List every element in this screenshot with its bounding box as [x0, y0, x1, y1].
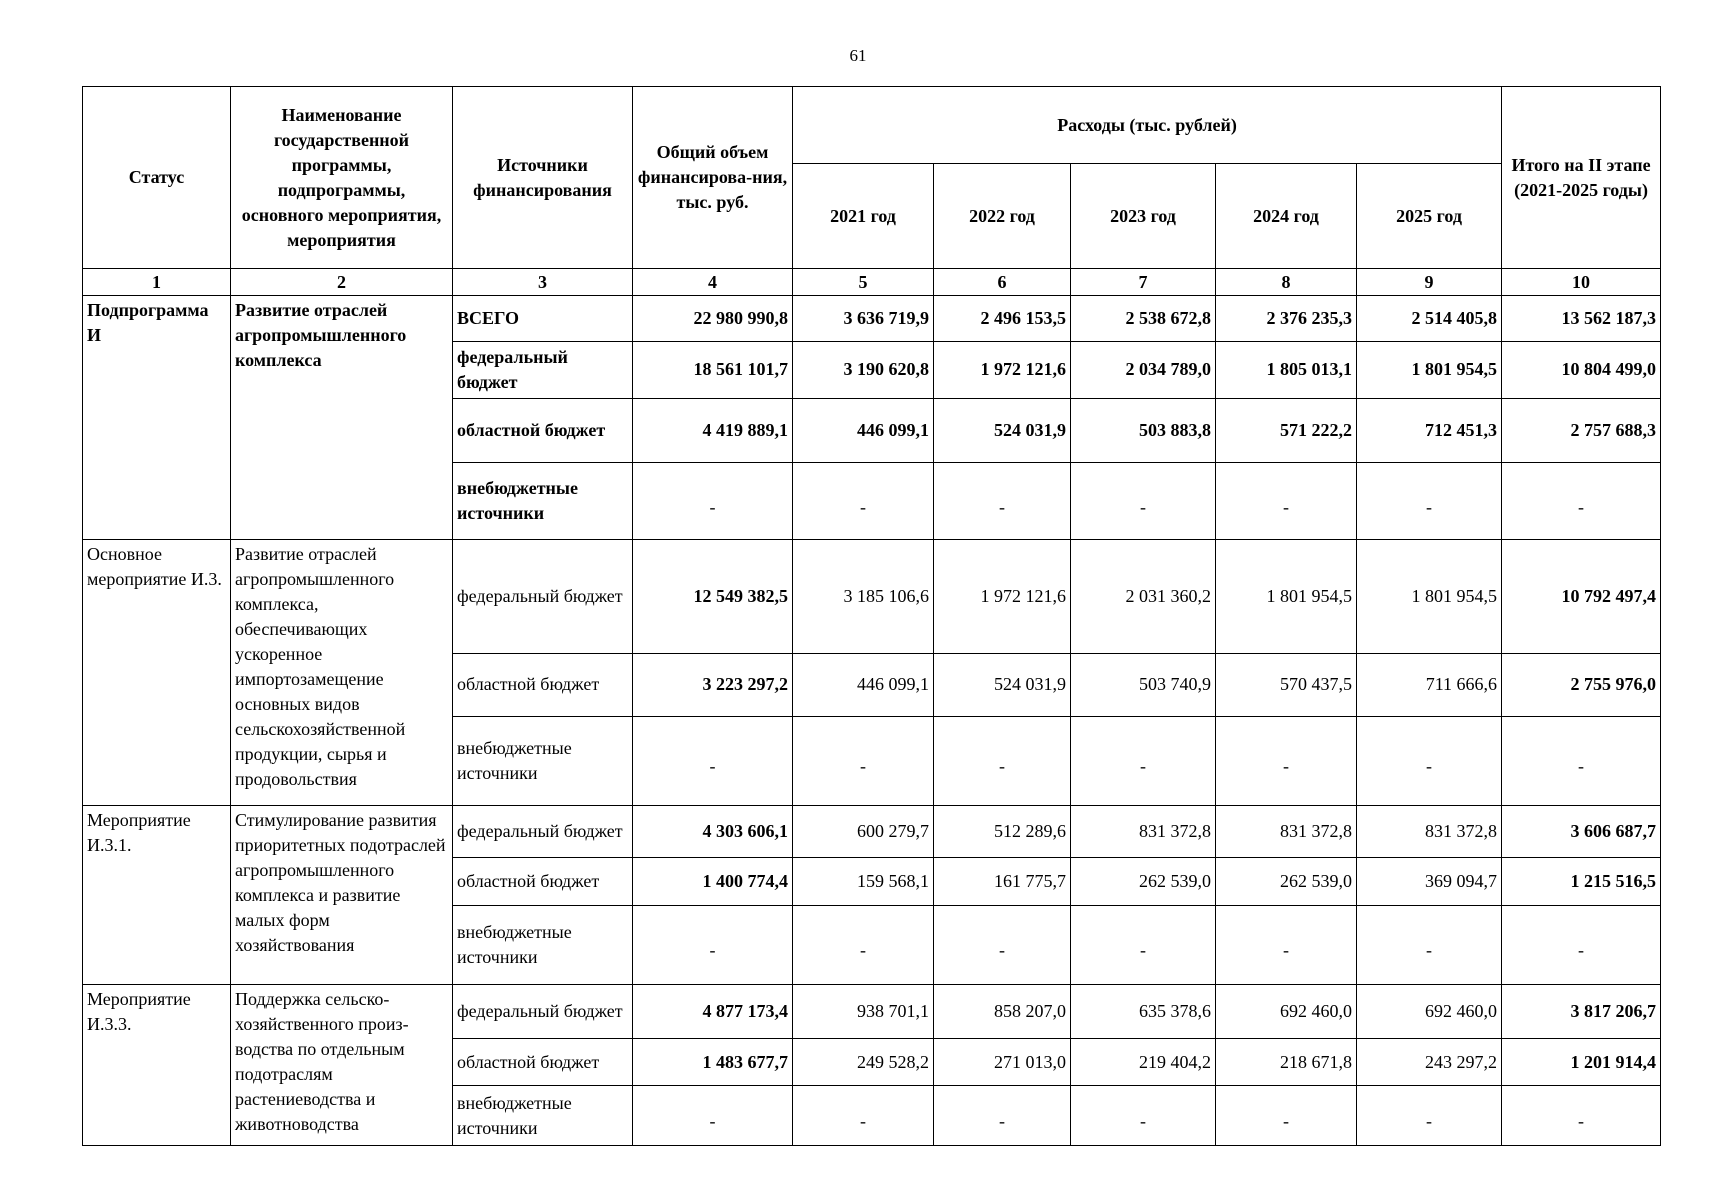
year-value-cell: 503 740,9	[1071, 653, 1216, 716]
header-year: 2021 год	[793, 164, 934, 269]
year-value-cell: 1 801 954,5	[1216, 540, 1357, 653]
header-year: 2024 год	[1216, 164, 1357, 269]
year-value-cell	[934, 905, 1071, 984]
program-name-cell: Поддержка сельско-хозяйственного произ-водства по отдельным подотраслям растениеводства и животноводства	[231, 984, 453, 1145]
year-value-cell: 2 034 789,0	[1071, 341, 1216, 398]
table-row	[83, 984, 1661, 1038]
total-volume-cell: 4 877 173,4	[633, 984, 793, 1038]
year-value-cell	[1216, 463, 1357, 540]
dash-value: -	[860, 1111, 866, 1132]
year-value-cell	[1216, 905, 1357, 984]
stage-total-cell: 2 757 688,3	[1502, 398, 1661, 463]
dash-value: -	[1283, 496, 1289, 517]
year-value-cell: 524 031,9	[934, 398, 1071, 463]
funding-source-cell: областной бюджет	[453, 653, 633, 716]
year-value-cell: 1 801 954,5	[1357, 341, 1502, 398]
column-number: 5	[793, 269, 934, 296]
column-numbers-row	[83, 269, 1661, 296]
status-cell: Мероприятие И.3.3.	[83, 984, 231, 1145]
dash-value: -	[860, 496, 866, 517]
total-volume-cell: 12 549 382,5	[633, 540, 793, 653]
year-value-cell	[1216, 716, 1357, 805]
dash-value: -	[1140, 940, 1146, 961]
year-value-cell	[1071, 1086, 1216, 1146]
page-number: 61	[849, 46, 867, 65]
year-value-cell: 2 514 405,8	[1357, 296, 1502, 342]
dash-value: -	[1426, 940, 1433, 961]
total-volume-cell	[633, 905, 793, 984]
funding-source-cell: областной бюджет	[453, 1038, 633, 1086]
total-volume-cell: 1 400 774,4	[633, 857, 793, 905]
dash-value: -	[999, 940, 1005, 961]
program-name-cell: Стимулирование развития приоритетных подотраслей агропромышленного комплекса и развитие малых форм хозяйствования	[231, 805, 453, 984]
funding-source-cell: федеральный бюджет	[453, 341, 633, 398]
dash-value: -	[860, 940, 866, 961]
total-volume-cell: 22 980 990,8	[633, 296, 793, 342]
dash-value: -	[1283, 756, 1289, 777]
year-value-cell	[1357, 463, 1502, 540]
header-year: 2022 год	[934, 164, 1071, 269]
table-header	[83, 87, 1661, 296]
dash-value: -	[1140, 496, 1146, 517]
year-value-cell: 2 496 153,5	[934, 296, 1071, 342]
year-value-cell: 831 372,8	[1357, 805, 1502, 857]
header-stage-total: Итого на II этапе (2021-2025 годы)	[1502, 87, 1661, 269]
funding-source-cell: областной бюджет	[453, 398, 633, 463]
funding-source-cell: федеральный бюджет	[453, 805, 633, 857]
dash-value: -	[709, 496, 716, 517]
program-name-cell: Развитие отраслей агропромышленного комплекса	[231, 296, 453, 540]
total-volume-cell	[633, 716, 793, 805]
dash-value: -	[1426, 756, 1433, 777]
funding-source-cell: федеральный бюджет	[453, 540, 633, 653]
dash-value: -	[1426, 1111, 1433, 1132]
year-value-cell: 711 666,6	[1357, 653, 1502, 716]
dash-value: -	[709, 1111, 716, 1132]
funding-source-cell: внебюджетные источники	[453, 463, 633, 540]
stage-total-cell	[1502, 1086, 1661, 1146]
year-value-cell: 446 099,1	[793, 398, 934, 463]
dash-value: -	[1426, 496, 1433, 517]
dash-value: -	[860, 756, 866, 777]
year-value-cell: 938 701,1	[793, 984, 934, 1038]
year-value-cell: 512 289,6	[934, 805, 1071, 857]
year-value-cell: 858 207,0	[934, 984, 1071, 1038]
status-cell: Основное мероприятие И.3.	[83, 540, 231, 805]
year-value-cell: 635 378,6	[1071, 984, 1216, 1038]
total-volume-cell	[633, 463, 793, 540]
dash-value: -	[999, 756, 1005, 777]
column-number: 10	[1502, 269, 1661, 296]
year-value-cell: 2 031 360,2	[1071, 540, 1216, 653]
column-number: 2	[231, 269, 453, 296]
table-row	[83, 296, 1661, 342]
stage-total-cell: 3 817 206,7	[1502, 984, 1661, 1038]
dash-value: -	[999, 496, 1005, 517]
year-value-cell	[1357, 905, 1502, 984]
dash-value: -	[1283, 940, 1289, 961]
year-value-cell: 271 013,0	[934, 1038, 1071, 1086]
year-value-cell	[1071, 716, 1216, 805]
year-value-cell: 262 539,0	[1216, 857, 1357, 905]
column-number: 1	[83, 269, 231, 296]
year-value-cell: 570 437,5	[1216, 653, 1357, 716]
year-value-cell	[1071, 463, 1216, 540]
header-status: Статус	[83, 87, 231, 269]
year-value-cell: 3 185 106,6	[793, 540, 934, 653]
header-year: 2025 год	[1357, 164, 1502, 269]
total-volume-cell: 4 419 889,1	[633, 398, 793, 463]
year-value-cell	[934, 716, 1071, 805]
year-value-cell: 1 805 013,1	[1216, 341, 1357, 398]
funding-source-cell: ВСЕГО	[453, 296, 633, 342]
year-value-cell: 524 031,9	[934, 653, 1071, 716]
dash-value: -	[1140, 1111, 1146, 1132]
header-source: Источники финансирования	[453, 87, 633, 269]
year-value-cell: 1 972 121,6	[934, 540, 1071, 653]
total-volume-cell: 18 561 101,7	[633, 341, 793, 398]
year-value-cell	[934, 463, 1071, 540]
stage-total-cell: 13 562 187,3	[1502, 296, 1661, 342]
dash-value: -	[709, 940, 716, 961]
year-value-cell: 571 222,2	[1216, 398, 1357, 463]
funding-source-cell: областной бюджет	[453, 857, 633, 905]
year-value-cell	[1216, 1086, 1357, 1146]
table-row	[83, 805, 1661, 857]
year-value-cell: 503 883,8	[1071, 398, 1216, 463]
header-year: 2023 год	[1071, 164, 1216, 269]
year-value-cell: 712 451,3	[1357, 398, 1502, 463]
year-value-cell: 2 538 672,8	[1071, 296, 1216, 342]
total-volume-cell	[633, 1086, 793, 1146]
year-value-cell: 249 528,2	[793, 1038, 934, 1086]
year-value-cell	[793, 1086, 934, 1146]
dash-value: -	[999, 1111, 1005, 1132]
dash-value: -	[1578, 1111, 1585, 1132]
dash-value: -	[1578, 940, 1585, 961]
column-number: 9	[1357, 269, 1502, 296]
total-volume-cell: 3 223 297,2	[633, 653, 793, 716]
stage-total-cell: 3 606 687,7	[1502, 805, 1661, 857]
stage-total-cell: 2 755 976,0	[1502, 653, 1661, 716]
funding-source-cell: внебюджетные источники	[453, 1086, 633, 1146]
year-value-cell: 218 671,8	[1216, 1038, 1357, 1086]
year-value-cell	[934, 1086, 1071, 1146]
column-number: 6	[934, 269, 1071, 296]
year-value-cell: 692 460,0	[1357, 984, 1502, 1038]
stage-total-cell: 10 804 499,0	[1502, 341, 1661, 398]
dash-value: -	[1578, 756, 1585, 777]
dash-value: -	[1140, 756, 1146, 777]
column-number: 4	[633, 269, 793, 296]
year-value-cell: 831 372,8	[1216, 805, 1357, 857]
column-number: 3	[453, 269, 633, 296]
year-value-cell	[1357, 1086, 1502, 1146]
stage-total-cell: 1 215 516,5	[1502, 857, 1661, 905]
year-value-cell: 262 539,0	[1071, 857, 1216, 905]
status-cell: Подпрограмма И	[83, 296, 231, 540]
dash-value: -	[1578, 496, 1585, 517]
stage-total-cell	[1502, 905, 1661, 984]
column-number: 8	[1216, 269, 1357, 296]
year-value-cell: 159 568,1	[793, 857, 934, 905]
funding-source-cell: внебюджетные источники	[453, 716, 633, 805]
year-value-cell: 446 099,1	[793, 653, 934, 716]
table-body	[83, 296, 1661, 1146]
table-row	[83, 540, 1661, 653]
year-value-cell	[1357, 716, 1502, 805]
stage-total-cell	[1502, 716, 1661, 805]
funding-source-cell: внебюджетные источники	[453, 905, 633, 984]
year-value-cell: 1 801 954,5	[1357, 540, 1502, 653]
year-value-cell: 243 297,2	[1357, 1038, 1502, 1086]
dash-value: -	[709, 756, 716, 777]
year-value-cell: 1 972 121,6	[934, 341, 1071, 398]
stage-total-cell	[1502, 463, 1661, 540]
funding-source-cell: федеральный бюджет	[453, 984, 633, 1038]
stage-total-cell: 1 201 914,4	[1502, 1038, 1661, 1086]
year-value-cell	[793, 905, 934, 984]
year-value-cell: 369 094,7	[1357, 857, 1502, 905]
total-volume-cell: 1 483 677,7	[633, 1038, 793, 1086]
year-value-cell: 692 460,0	[1216, 984, 1357, 1038]
year-value-cell	[793, 463, 934, 540]
year-value-cell	[1071, 905, 1216, 984]
dash-value: -	[1283, 1111, 1289, 1132]
year-value-cell: 831 372,8	[1071, 805, 1216, 857]
year-value-cell: 219 404,2	[1071, 1038, 1216, 1086]
year-value-cell: 3 636 719,9	[793, 296, 934, 342]
year-value-cell: 3 190 620,8	[793, 341, 934, 398]
status-cell: Мероприятие И.3.1.	[83, 805, 231, 984]
total-volume-cell: 4 303 606,1	[633, 805, 793, 857]
stage-total-cell: 10 792 497,4	[1502, 540, 1661, 653]
year-value-cell	[793, 716, 934, 805]
year-value-cell: 600 279,7	[793, 805, 934, 857]
header-expenses: Расходы (тыс. рублей)	[793, 87, 1502, 164]
financing-table	[82, 86, 1661, 1146]
year-value-cell: 2 376 235,3	[1216, 296, 1357, 342]
header-name: Наименование государственной программы, подпрограммы, основного мероприятия, мероприятия	[231, 87, 453, 269]
year-value-cell: 161 775,7	[934, 857, 1071, 905]
column-number: 7	[1071, 269, 1216, 296]
header-total-volume: Общий объем финансирова-ния, тыс. руб.	[633, 87, 793, 269]
program-name-cell: Развитие отраслей агропромышленного комплекса, обеспечивающих ускоренное импортозамещение основных видов сельскохозяйственной продукции, сырья и продовольствия	[231, 540, 453, 805]
